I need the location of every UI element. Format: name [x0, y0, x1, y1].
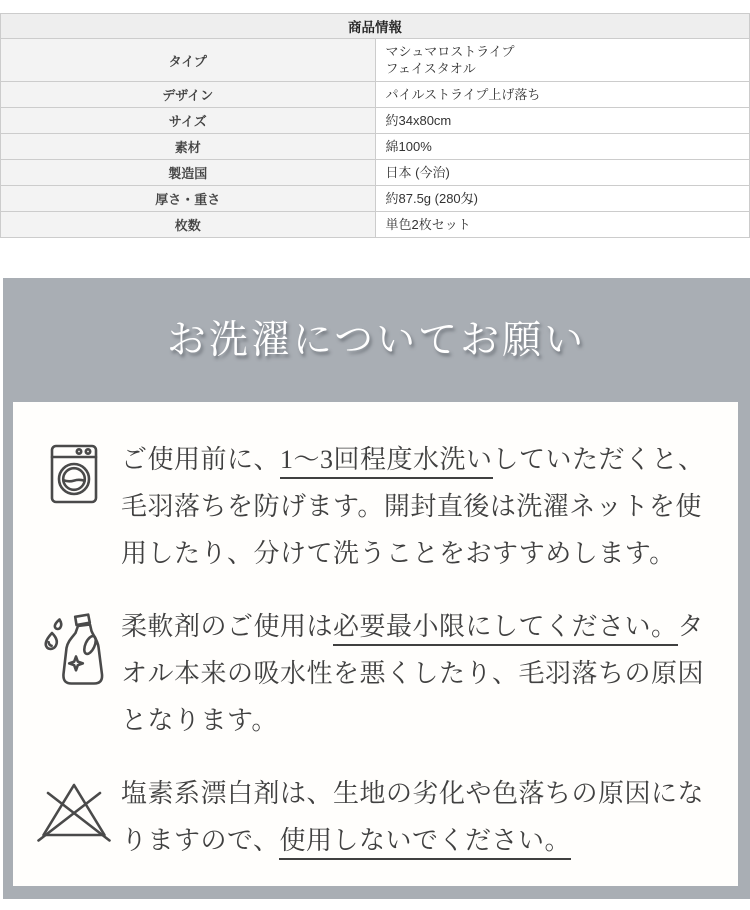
- softener-bottle-icon: [27, 603, 121, 689]
- text-after: タオル本来の吸水性を悪くしたり、毛羽落ちの原因となります。: [121, 612, 705, 735]
- row-value: 約34x80cm: [375, 108, 750, 134]
- laundry-section-title: お洗濯についてお願い: [166, 319, 587, 362]
- top-spacer: [0, 0, 750, 13]
- text-before: 柔軟剤のご使用は: [121, 612, 334, 641]
- laundry-item-text: [121, 603, 714, 744]
- text-before: ご使用前に、: [121, 445, 281, 474]
- row-label: 素材: [1, 134, 376, 160]
- text-underlined: 必要最小限にしてください。: [333, 612, 678, 646]
- row-label: デザイン: [1, 82, 376, 108]
- table-row-count: [1, 212, 750, 238]
- table-title: 商品情報: [1, 14, 750, 39]
- text-before: 塩素系漂白剤は、生地の劣化や色落ちの原因になりますので、: [121, 779, 705, 855]
- row-value: パイルストライプ上げ落ち: [375, 82, 750, 108]
- text-underlined: 使用しないでください。: [279, 826, 571, 860]
- table-row-size: [1, 108, 750, 134]
- text-after: していただくと、毛羽落ちを防げます。開封直後は洗濯ネットを使用したり、分けて洗うことをおすすめします。: [121, 445, 705, 568]
- row-label: サイズ: [1, 108, 376, 134]
- section-spacer: [0, 238, 750, 278]
- row-value: 約87.5g (280匁): [375, 186, 750, 212]
- product-info-table: [0, 13, 750, 238]
- row-label: 厚さ・重さ: [1, 186, 376, 212]
- row-value: [375, 39, 750, 82]
- text-underlined: 1〜3回程度水洗い: [280, 445, 493, 479]
- row-value: 日本 (今治): [375, 160, 750, 186]
- laundry-item-text: [121, 770, 714, 864]
- table-row-material: [1, 134, 750, 160]
- table-header-row: [1, 14, 750, 39]
- row-value: 綿100%: [375, 134, 750, 160]
- table-row-country: [1, 160, 750, 186]
- table-row-design: [1, 82, 750, 108]
- laundry-item-text: [121, 436, 714, 577]
- laundry-item-no-bleach: [27, 770, 714, 864]
- table-row-type: [1, 39, 750, 82]
- row-value: 単色2枚セット: [375, 212, 750, 238]
- laundry-item-prewash: [27, 436, 714, 577]
- row-label: タイプ: [1, 39, 376, 82]
- laundry-item-softener: [27, 603, 714, 744]
- no-bleach-icon: [27, 770, 121, 846]
- table-row-weight: [1, 186, 750, 212]
- row-value-line1: マシュマロストライプ: [385, 44, 515, 59]
- row-value-line2: フェイスタオル: [385, 61, 476, 76]
- row-label: 製造国: [1, 160, 376, 186]
- washing-machine-icon: [27, 436, 121, 504]
- laundry-care-section: [3, 278, 750, 899]
- laundry-care-card: [13, 402, 738, 886]
- row-label: 枚数: [1, 212, 376, 238]
